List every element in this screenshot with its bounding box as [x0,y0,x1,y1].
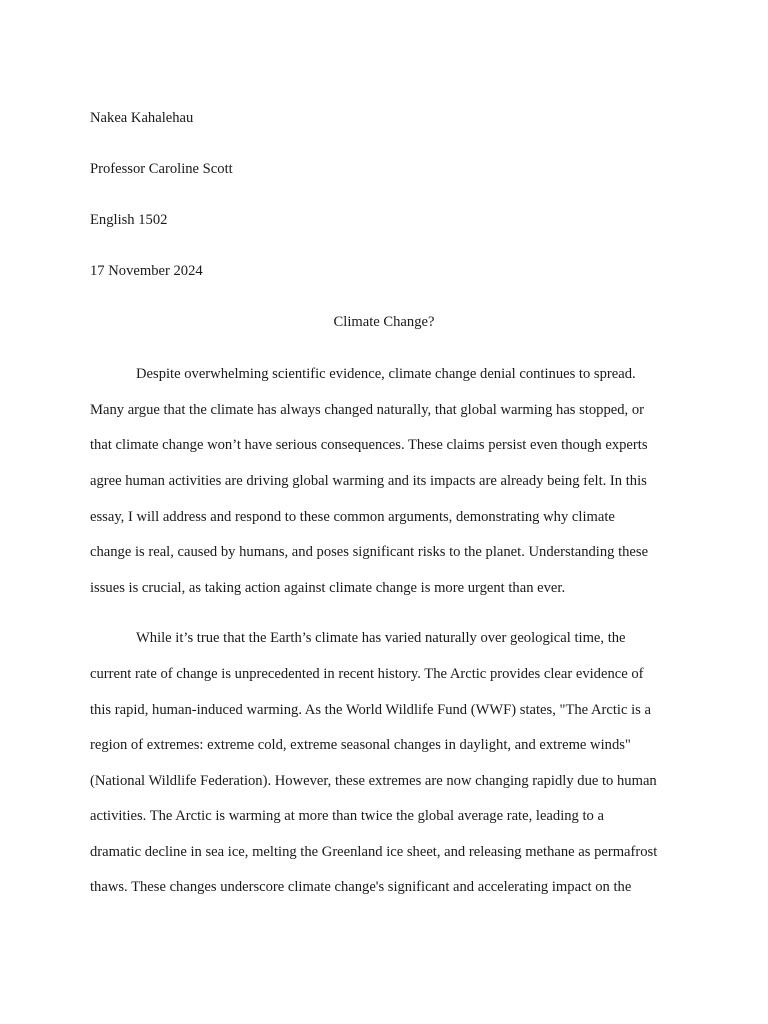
paragraph-line: agree human activities are driving global warming and its impacts are already being felt. In this [90,473,647,489]
professor-name: Professor Caroline Scott [90,161,233,177]
paragraph-line: region of extremes: extreme cold, extreme seasonal changes in daylight, and extreme winds" [90,737,631,753]
essay-title: Climate Change? [333,314,435,330]
paragraph-line: this rapid, human-induced warming. As the World Wildlife Fund (WWF) states, "The Arctic is a [90,702,651,718]
author-name: Nakea Kahalehau [90,110,194,126]
paragraph-line: While it’s true that the Earth’s climate has varied naturally over geological time, the [136,630,626,646]
paragraph-line: thaws. These changes underscore climate change's significant and accelerating impact on the [90,879,632,895]
paragraph-line: (National Wildlife Federation). However, these extremes are now changing rapidly due to human [90,773,657,789]
paragraph-line: essay, I will address and respond to these common arguments, demonstrating why climate [90,509,615,525]
course-name: English 1502 [90,212,168,228]
essay-date: 17 November 2024 [90,263,203,279]
paragraph-line: Despite overwhelming scientific evidence, climate change denial continues to spread. [136,366,636,382]
paragraph-line: Many argue that the climate has always changed naturally, that global warming has stopped, or [90,402,644,418]
paragraph-line: dramatic decline in sea ice, melting the Greenland ice sheet, and releasing methane as permafrost [90,844,658,860]
paragraph-line: that climate change won’t have serious consequences. These claims persist even though experts [90,437,648,453]
paragraph-line: issues is crucial, as taking action against climate change is more urgent than ever. [90,580,566,596]
paragraph-line: activities. The Arctic is warming at more than twice the global average rate, leading to a [90,808,604,824]
paragraph-line: change is real, caused by humans, and poses significant risks to the planet. Understanding these [90,544,649,560]
paragraph-line: current rate of change is unprecedented in recent history. The Arctic provides clear evidence of [90,666,644,682]
